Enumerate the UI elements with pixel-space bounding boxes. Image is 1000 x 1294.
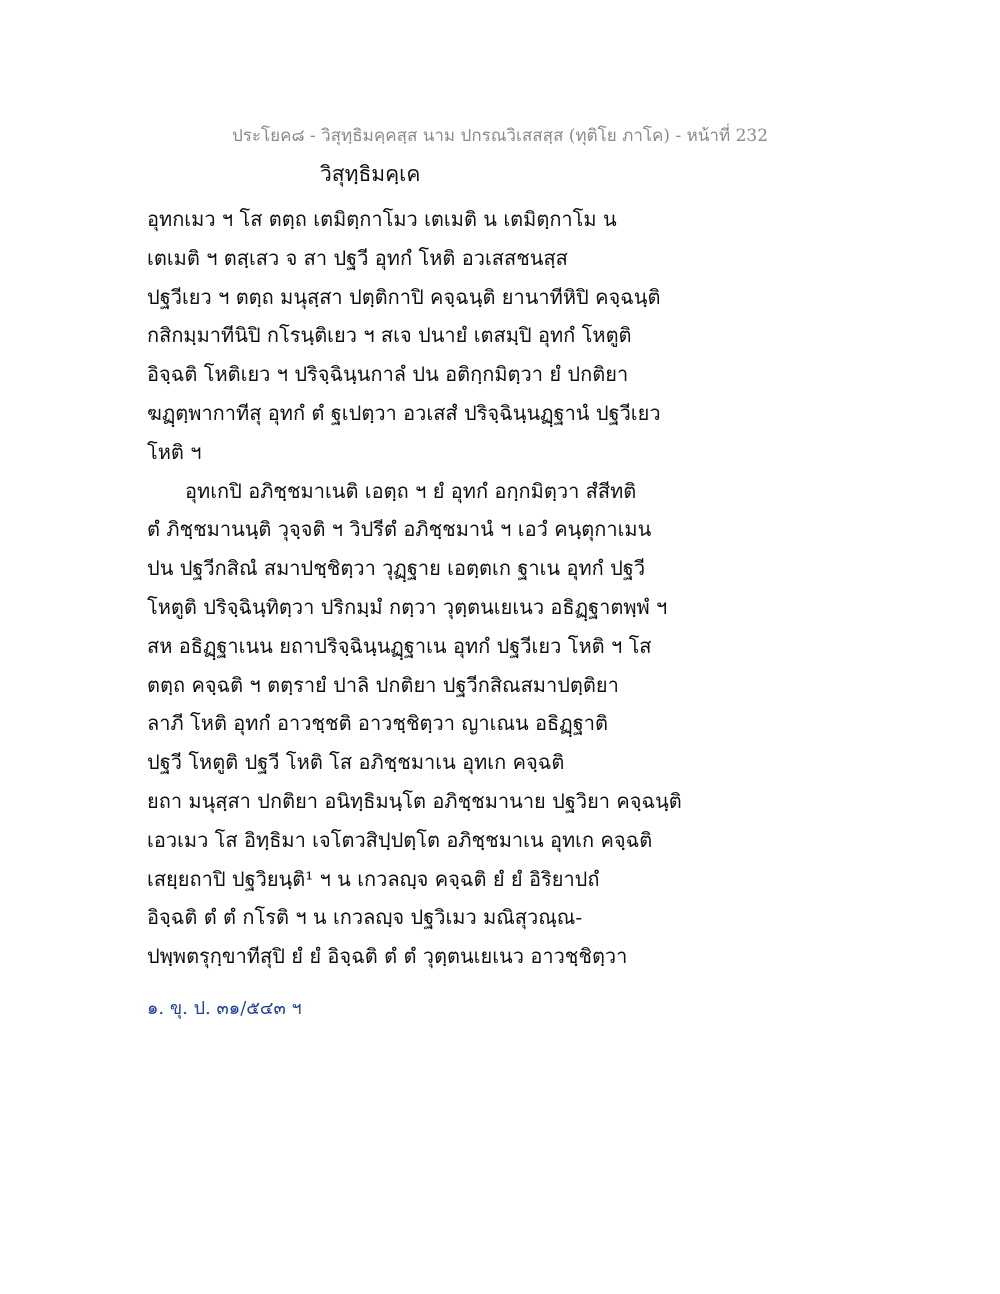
text-line: สห อธิฏฺฐาเนน ยถาปริจฺฉินฺนฏฺฐาเน อุทกํ ปฐวีเยว โหติ ฯ โส: [147, 633, 652, 658]
text-line: เตเมติ ฯ ตสฺเสว จ สา ปฐวี อุทกํ โหติ อวเสสชนสฺส: [147, 245, 568, 270]
text-line: ยถา มนุสฺสา ปกติยา อนิทฺธิมนฺโต อภิชฺชมานาย ปฐวิยา คจฺฉนฺติ: [147, 788, 682, 813]
text-line: กสิกมฺมาทีนิปิ กโรนฺติเยว ฯ สเจ ปนายํ เตสมฺปิ อุทกํ โหตูติ: [147, 323, 632, 348]
section-title: วิสุทฺธิมคฺเค: [320, 162, 421, 186]
text-line: อุทเกปิ อภิชฺชมาเนติ เอตฺถ ฯ ยํ อุทกํ อกฺกมิตฺวา สํสีทติ: [185, 478, 637, 503]
text-line: ลาภี โหติ อุทกํ อาวชฺชติ อาวชฺชิตฺวา ญาเณน อธิฏฺฐาติ: [147, 711, 608, 736]
text-line: เอวเมว โส อิทฺธิมา เจโตวสิปฺปตฺโต อภิชฺชมาเน อุทเก คจฺฉติ: [147, 827, 653, 852]
text-line: ปน ปฐวีกสิณํ สมาปชฺชิตฺวา วุฏฺฐาย เอตฺตเก ฐาเน อุทกํ ปฐวี: [147, 556, 646, 581]
text-line: ฆฏฺตฺพากาทีสุ อุทกํ ตํ ฐเปตฺวา อวเสสํ ปริจฺฉินฺนฏฺฐานํ ปฐวีเยว: [147, 400, 661, 425]
text-line: ตตฺถ คจฺฉติ ฯ ตตฺรายํ ปาลิ ปกติยา ปฐวีกสิณสมาปตฺติยา: [147, 672, 619, 697]
text-line: อิจฺฉติ ตํ ตํ กโรติ ฯ น เกวลญฺจ ปฐวิเมว มณิสุวณฺณ-: [147, 905, 583, 930]
text-line: อิจฺฉติ โหติเยว ฯ ปริจฺฉินฺนกาลํ ปน อติกฺกมิตฺวา ยํ ปกติยา: [147, 362, 629, 387]
text-line: ปฐวีเยว ฯ ตตฺถ มนุสฺสา ปตฺติกาปิ คจฺฉนฺติ ยานาทีหิปิ คจฺฉนฺติ: [147, 284, 661, 309]
footnote: ๑. ขุ. ป. ๓๑/๕๔๓ ฯ: [147, 998, 302, 1019]
text-line: โหตูติ ปริจฺฉินฺทิตฺวา ปริกมฺมํ กตฺวา วุตฺตนเยเนว อธิฏฺฐาตพฺพํ ฯ: [147, 594, 668, 619]
text-line: โหติ ฯ: [147, 439, 202, 464]
text-line: อุทกเมว ฯ โส ตตฺถ เตมิตฺกาโมว เตเมติ น เตมิตฺกาโม น: [147, 207, 617, 231]
text-line: ตํ ภิชฺชมานนฺติ วุจฺจติ ฯ วิปรีตํ อภิชฺชมานํ ฯ เอวํ คนฺตุกาเมน: [147, 517, 652, 542]
body-text: [147, 200, 687, 976]
text-line: ปฐวี โหตูติ ปฐวี โหติ โส อภิชฺชมาเน อุทเก คจฺฉติ: [147, 750, 565, 775]
text-line: ปพฺพตรุกฺขาทีสุปิ ยํ ยํ อิจฺฉติ ตํ ตํ วุตฺตนเยเนว อาวชฺชิตฺวา: [147, 944, 628, 969]
running-header: ประโยค๘ - วิสุทฺธิมคฺคสฺส นาม ปกรณวิเสสสฺส (ทุติโย ภาโค) - หน้าที่ 232: [231, 126, 769, 146]
text-line: เสยฺยถาปิ ปฐวิยนฺติ¹ ฯ น เกวลญฺจ คจฺฉติ ยํ ยํ อิริยาปถํ: [147, 866, 600, 891]
